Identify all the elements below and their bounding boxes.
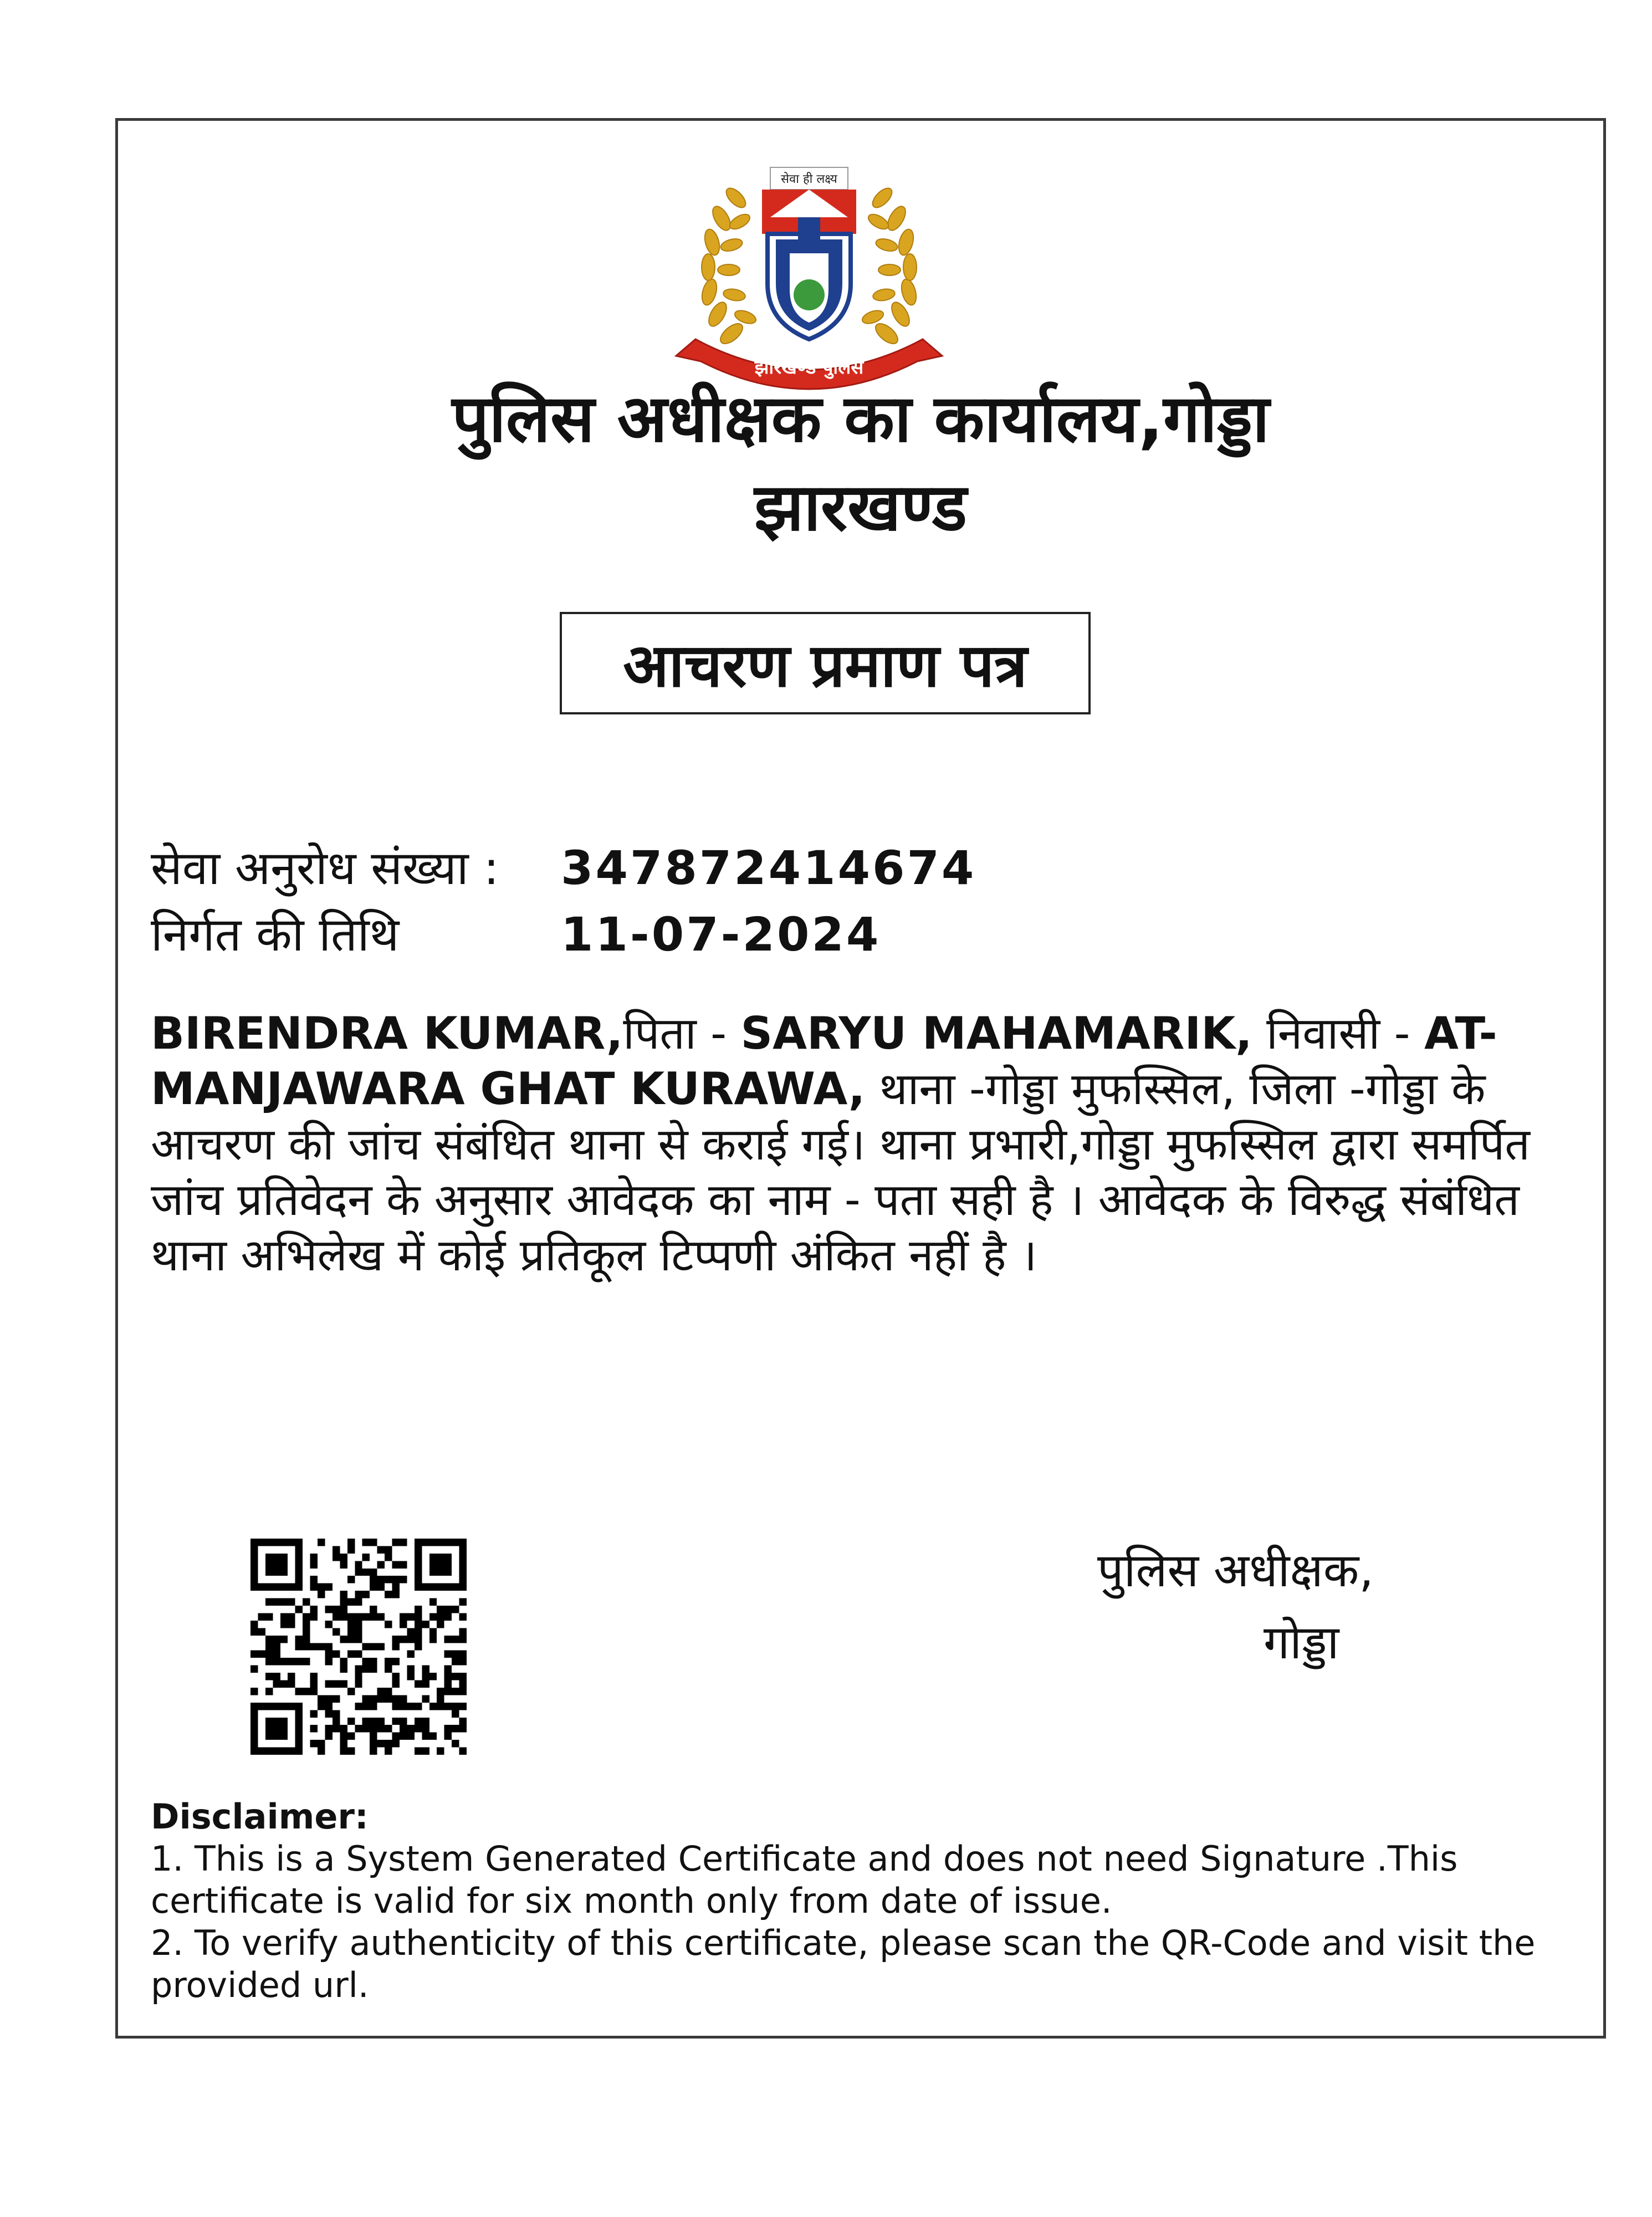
jharkhand-police-emblem [665,156,953,400]
signatory-designation: पुलिस अधीक्षक, [1097,1543,1374,1597]
father-label: पिता - [623,1008,741,1059]
signatory-place: गोड्डा [1264,1615,1339,1669]
service-request-number: 347872414674 [561,841,976,895]
issue-date-row [151,907,881,962]
applicant-name: BIRENDRA KUMAR, [151,1008,623,1059]
certificate-body [151,1006,1569,1283]
signature-block [1097,1534,1374,1678]
father-name: SARYU MAHAMARIK, [740,1008,1252,1059]
office-title: पुलिस अधीक्षक का कार्यालय,गोड्डा [452,380,1270,457]
service-request-row [151,840,976,896]
state-name: झारखण्ड [754,469,967,545]
disclaimer-item-2: 2. To verify authenticity of this certificate, please scan the QR-Code and visit the provided url. [151,1923,1536,2005]
service-request-label: सेवा अनुरोध संख्या : [151,841,499,895]
resident-label: निवासी - [1252,1008,1424,1059]
disclaimer-item-1: 1. This is a System Generated Certificate and does not need Signature .This certificate is valid for six month only from date of issue. [151,1838,1458,1921]
applicant-address: AT-MANJAWARA GHAT KURAWA, [151,1008,1497,1115]
svg-text:झारखण्ड पुलिस: झारखण्ड पुलिस [754,356,864,379]
disclaimer-title: Disclaimer: [151,1796,369,1837]
svg-text:सेवा ही लक्ष्य: सेवा ही लक्ष्य [781,172,837,186]
certificate-title: आचरण प्रमाण पत्र [560,612,1091,714]
body-statement: थाना -गोड्डा मुफस्सिल, जिला -गोड्डा के आचरण की जांच संबंधित थाना से कराई गई। थाना प्रभारी,गोड्डा मुफस्सिल द्वारा समर्पित जांच प्रतिवेदन के अनुसार आवेदक का नाम - पता सही है । आवेदक के विरुद्ध संबंधित थाना अभिलेख में कोई प्रतिकूल टिप्पणी अंकित नहीं है । [151,1063,1530,1281]
disclaimer [151,1796,1569,2006]
issue-date-value: 11-07-2024 [561,907,881,962]
issue-date-label: निर्गत की तिथि [151,907,400,962]
verification-qr-code[interactable] [250,1539,467,1755]
